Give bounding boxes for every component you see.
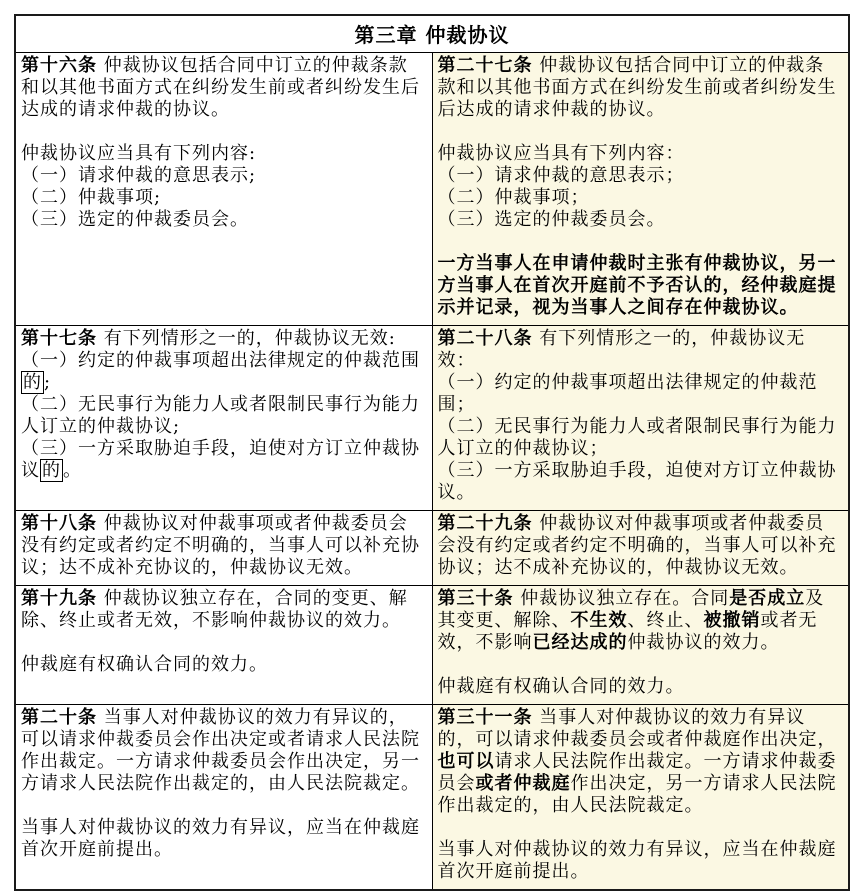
revised-law-cell — [432, 53, 849, 326]
table-body — [15, 53, 849, 891]
text-segment: 当事人对仲裁协议的效力有异议的，可以请求仲裁委员会作出决定或者请求人民法院作出裁定。一方请求仲裁委员会作出决定，另一方请求人民法院作出裁定的，由人民法院裁定。 — [21, 707, 420, 794]
paragraph — [21, 394, 427, 438]
blank-line — [21, 121, 427, 143]
paragraph — [438, 588, 844, 654]
paragraph — [438, 209, 844, 231]
boxed-deleted-char: 的 — [23, 372, 42, 393]
text-segment: （二）无民事行为能力人或者限制民事行为能力人订立的仲裁协议； — [437, 416, 837, 459]
blank-line — [438, 817, 844, 839]
table-row — [15, 53, 849, 326]
text-segment: 第三十条 — [437, 588, 514, 609]
text-segment: 被撤销 — [703, 610, 761, 631]
text-segment: 仲裁协议的效力。 — [627, 632, 780, 653]
text-segment: 第十六条 — [21, 55, 97, 76]
text-segment: （一）请求仲裁的意思表示; — [21, 165, 257, 186]
text-segment: 请求人民法院作出裁定。一方请求仲裁委员会 — [437, 751, 837, 794]
text-segment: 也可以 — [437, 751, 495, 772]
text-segment: （二）仲裁事项； — [437, 187, 590, 208]
text-segment: （三）选定的仲裁委员会。 — [437, 209, 666, 230]
text-segment: （一）请求仲裁的意思表示； — [437, 165, 685, 186]
blank-line — [21, 632, 427, 654]
text-segment: 及其变更、解除、 — [437, 588, 825, 631]
title-row — [15, 15, 849, 53]
boxed-deleted-char: 的 — [42, 460, 61, 481]
paragraph — [438, 165, 844, 187]
paragraph — [438, 253, 844, 319]
text-segment: 第二十七条 — [437, 55, 533, 76]
text-segment: 一方当事人在申请仲裁时主张有仲裁协议，另一方当事人在首次开庭前不予否认的，经仲裁庭提示并记录，视为当事人之间存在仲裁协议。 — [437, 253, 837, 318]
old-law-cell — [15, 326, 432, 511]
table-row — [15, 326, 849, 511]
table-row — [15, 511, 849, 586]
text-segment: 第十八条 — [21, 513, 97, 534]
text-segment: 仲裁庭有权确认合同的效力。 — [437, 676, 685, 697]
paragraph — [438, 839, 844, 883]
old-law-cell — [15, 53, 432, 326]
text-segment: （三）一方采取胁迫手段，迫使对方订立仲裁协议 — [21, 438, 420, 481]
paragraph — [21, 654, 427, 676]
text-segment: 仲裁协议应当具有下列内容： — [437, 143, 685, 164]
text-segment: 第二十九条 — [437, 513, 533, 534]
revised-law-cell — [432, 326, 849, 511]
text-segment: （一）约定的仲裁事项超出法律规定的仲裁范围 — [21, 350, 420, 371]
text-segment: 。 — [63, 460, 82, 481]
text-segment: 或者仲裁庭 — [475, 773, 571, 794]
text-segment: 仲裁协议独立存在，合同的变更、解除、终止或者无效，不影响仲裁协议的效力。 — [21, 588, 408, 631]
table-row — [15, 586, 849, 705]
text-segment: 仲裁协议对仲裁事项或者仲裁委员会没有约定或者约定不明确的，当事人可以补充协议；达不成补充协议的，仲裁协议无效。 — [21, 513, 420, 578]
blank-line — [438, 654, 844, 676]
text-segment: 第二十条 — [21, 707, 97, 728]
text-segment: 第十七条 — [21, 328, 97, 349]
old-law-cell — [15, 705, 432, 891]
text-segment: 有下列情形之一的，仲裁协议无效： — [437, 328, 806, 371]
paragraph — [21, 165, 427, 187]
paragraph — [438, 143, 844, 165]
paragraph — [438, 707, 844, 817]
old-law-cell — [15, 586, 432, 705]
paragraph — [438, 416, 844, 460]
text-segment: 或者无效，不影响 — [437, 610, 818, 653]
blank-line — [438, 231, 844, 253]
paragraph — [21, 707, 427, 795]
text-segment: 有下列情形之一的，仲裁协议无效: — [97, 328, 396, 349]
paragraph — [438, 55, 844, 121]
paragraph — [438, 513, 844, 579]
text-segment: 当事人对仲裁协议的效力有异议，应当在仲裁庭首次开庭前提出。 — [437, 839, 837, 882]
paragraph — [438, 372, 844, 416]
paragraph — [21, 328, 427, 350]
text-segment: 当事人对仲裁协议的效力有异议的，可以请求仲裁委员会或者仲裁庭作出决定， — [437, 707, 837, 750]
text-segment: 作出决定，另一方请求人民法院作出裁定的，由人民法院裁定。 — [437, 773, 837, 816]
text-segment: 仲裁协议对仲裁事项或者仲裁委员会没有约定或者约定不明确的，当事人可以补充协议；达不成补充协议的，仲裁协议无效。 — [437, 513, 837, 578]
text-segment: （二）仲裁事项; — [21, 187, 162, 208]
text-segment: （三）选定的仲裁委员会。 — [21, 209, 249, 230]
text-segment: 不生效 — [570, 610, 628, 631]
text-segment: 仲裁协议应当具有下列内容: — [21, 143, 257, 164]
paragraph — [21, 513, 427, 579]
paragraph — [21, 55, 427, 121]
blank-line — [438, 121, 844, 143]
text-segment: 第二十八条 — [437, 328, 533, 349]
text-segment: 仲裁协议独立存在。合同 — [513, 588, 730, 609]
revised-law-cell — [432, 705, 849, 891]
paragraph — [438, 187, 844, 209]
text-segment: （二）无民事行为能力人或者限制民事行为能力人订立的仲裁协议; — [21, 394, 420, 437]
text-segment: 仲裁庭有权确认合同的效力。 — [21, 654, 268, 675]
paragraph — [21, 438, 427, 482]
paragraph — [21, 209, 427, 231]
text-segment: 第十九条 — [21, 588, 97, 609]
paragraph — [21, 588, 427, 632]
text-segment: （三）一方采取胁迫手段，迫使对方订立仲裁协议。 — [437, 460, 837, 503]
text-segment: 已经达成的 — [532, 632, 628, 653]
paragraph — [21, 817, 427, 861]
text-segment: （一）约定的仲裁事项超出法律规定的仲裁范围； — [437, 372, 818, 415]
text-segment: 第三十一条 — [437, 707, 533, 728]
revised-law-cell — [432, 511, 849, 586]
text-segment: 是否成立 — [729, 588, 806, 609]
text-segment: ; — [44, 372, 52, 393]
chapter-title: 第三章 仲裁协议 — [15, 15, 849, 53]
paragraph — [21, 350, 427, 394]
paragraph — [438, 328, 844, 372]
text-segment: 仲裁协议包括合同中订立的仲裁条款和以其他书面方式在纠纷发生前或者纠纷发生后达成的请求仲裁的协议。 — [437, 55, 837, 120]
paragraph — [21, 187, 427, 209]
table-row — [15, 705, 849, 891]
text-segment: 仲裁协议包括合同中订立的仲裁条款和以其他书面方式在纠纷发生前或者纠纷发生后达成的请求仲裁的协议。 — [21, 55, 420, 120]
law-comparison-table — [14, 14, 850, 891]
text-segment: 当事人对仲裁协议的效力有异议，应当在仲裁庭首次开庭前提出。 — [21, 817, 420, 860]
blank-line — [21, 795, 427, 817]
old-law-cell — [15, 511, 432, 586]
paragraph — [438, 676, 844, 698]
paragraph — [438, 460, 844, 504]
paragraph — [21, 143, 427, 165]
revised-law-cell — [432, 586, 849, 705]
text-segment: 、终止、 — [627, 610, 704, 631]
